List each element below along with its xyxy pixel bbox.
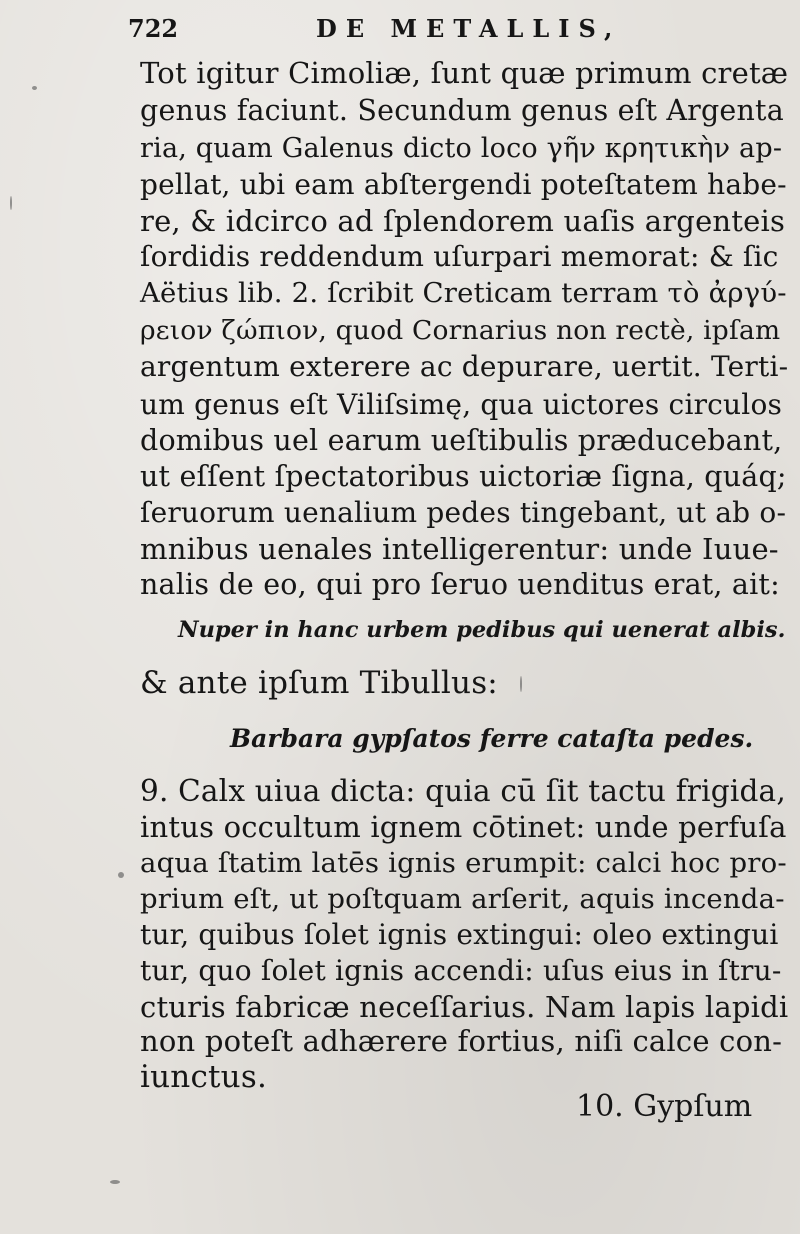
text-line: domibus uel earum ueſtibulis præducebant, <box>140 424 783 457</box>
paper-speck <box>110 1180 120 1184</box>
text-line: & ante ipſum Tibullus: <box>140 665 498 701</box>
text-line: iunctus. <box>140 1059 267 1095</box>
text-line: tur, quibus ſolet ignis extingui: oleo extingui <box>140 918 779 951</box>
text-line: ut eſſent ſpectatoribus uictoriæ ſigna, quáq; <box>140 460 787 493</box>
running-head: DE METALLIS, <box>316 14 622 43</box>
text-line: mnibus uenales intelligerentur: unde Iuue- <box>140 532 779 566</box>
text-line: Tot igitur Cimoliæ, ſunt quæ primum cretæ <box>140 56 789 90</box>
verse-quote-tibullus: Barbara gypſatos ferre cataſta pedes. <box>230 724 754 753</box>
text-line: non poteſt adhærere fortius, niſi calce con- <box>140 1024 783 1058</box>
text-line: ρειον ζώπιον, quod Cornarius non rectè, ipſam <box>140 315 781 346</box>
text-line: ſordidis reddendum uſurpari memorat: & ſic <box>140 240 779 273</box>
text-line: nalis de eo, qui pro ſeruo uenditus erat, ait: <box>140 568 780 601</box>
text-line: prium eſt, ut poſtquam arſerit, aquis incenda- <box>140 883 785 915</box>
text-line: Aëtius lib. 2. ſcribit Creticam terram τὸ ἀργύ- <box>140 277 787 309</box>
paper-speck <box>32 86 37 90</box>
text-line: tur, quo ſolet ignis accendi: uſus eius in ſtru- <box>140 954 782 987</box>
page-number: 722 <box>128 14 179 43</box>
text-line: aqua ſtatim latēs ignis erumpit: calci hoc pro- <box>140 847 787 879</box>
paper-speck <box>118 872 124 878</box>
text-line: ſeruorum uenalium pedes tingebant, ut ab o- <box>140 496 787 529</box>
text-line: 9. Calx uiua dicta: quia cū ſit tactu frigida, <box>140 774 786 808</box>
paper-speck <box>10 196 12 210</box>
paper-speck <box>520 676 522 692</box>
text-line: cturis fabricæ neceſſarius. Nam lapis lapidi <box>140 990 789 1024</box>
text-line: re, & idcirco ad ſplendorem uaſis argenteis <box>140 204 786 238</box>
catchword: 10. Gypſum <box>576 1089 753 1124</box>
verse-quote-juvenal: Nuper in hanc urbem pedibus qui uenerat albis. <box>178 617 786 643</box>
text-line: pellat, ubi eam abſtergendi poteſtatem habe- <box>140 168 787 201</box>
text-line: genus faciunt. Secundum genus eſt Argenta <box>140 94 784 127</box>
text-line: um genus eſt Viliſsimę, qua uictores circulos <box>140 388 783 421</box>
text-line: intus occultum ignem cōtinet: unde perfuſa <box>140 810 787 844</box>
text-line: argentum exterere ac depurare, uertit. Terti- <box>140 350 789 383</box>
text-line: ria, quam Galenus dicto loco γῆν κρητικὴν ap- <box>140 133 783 164</box>
